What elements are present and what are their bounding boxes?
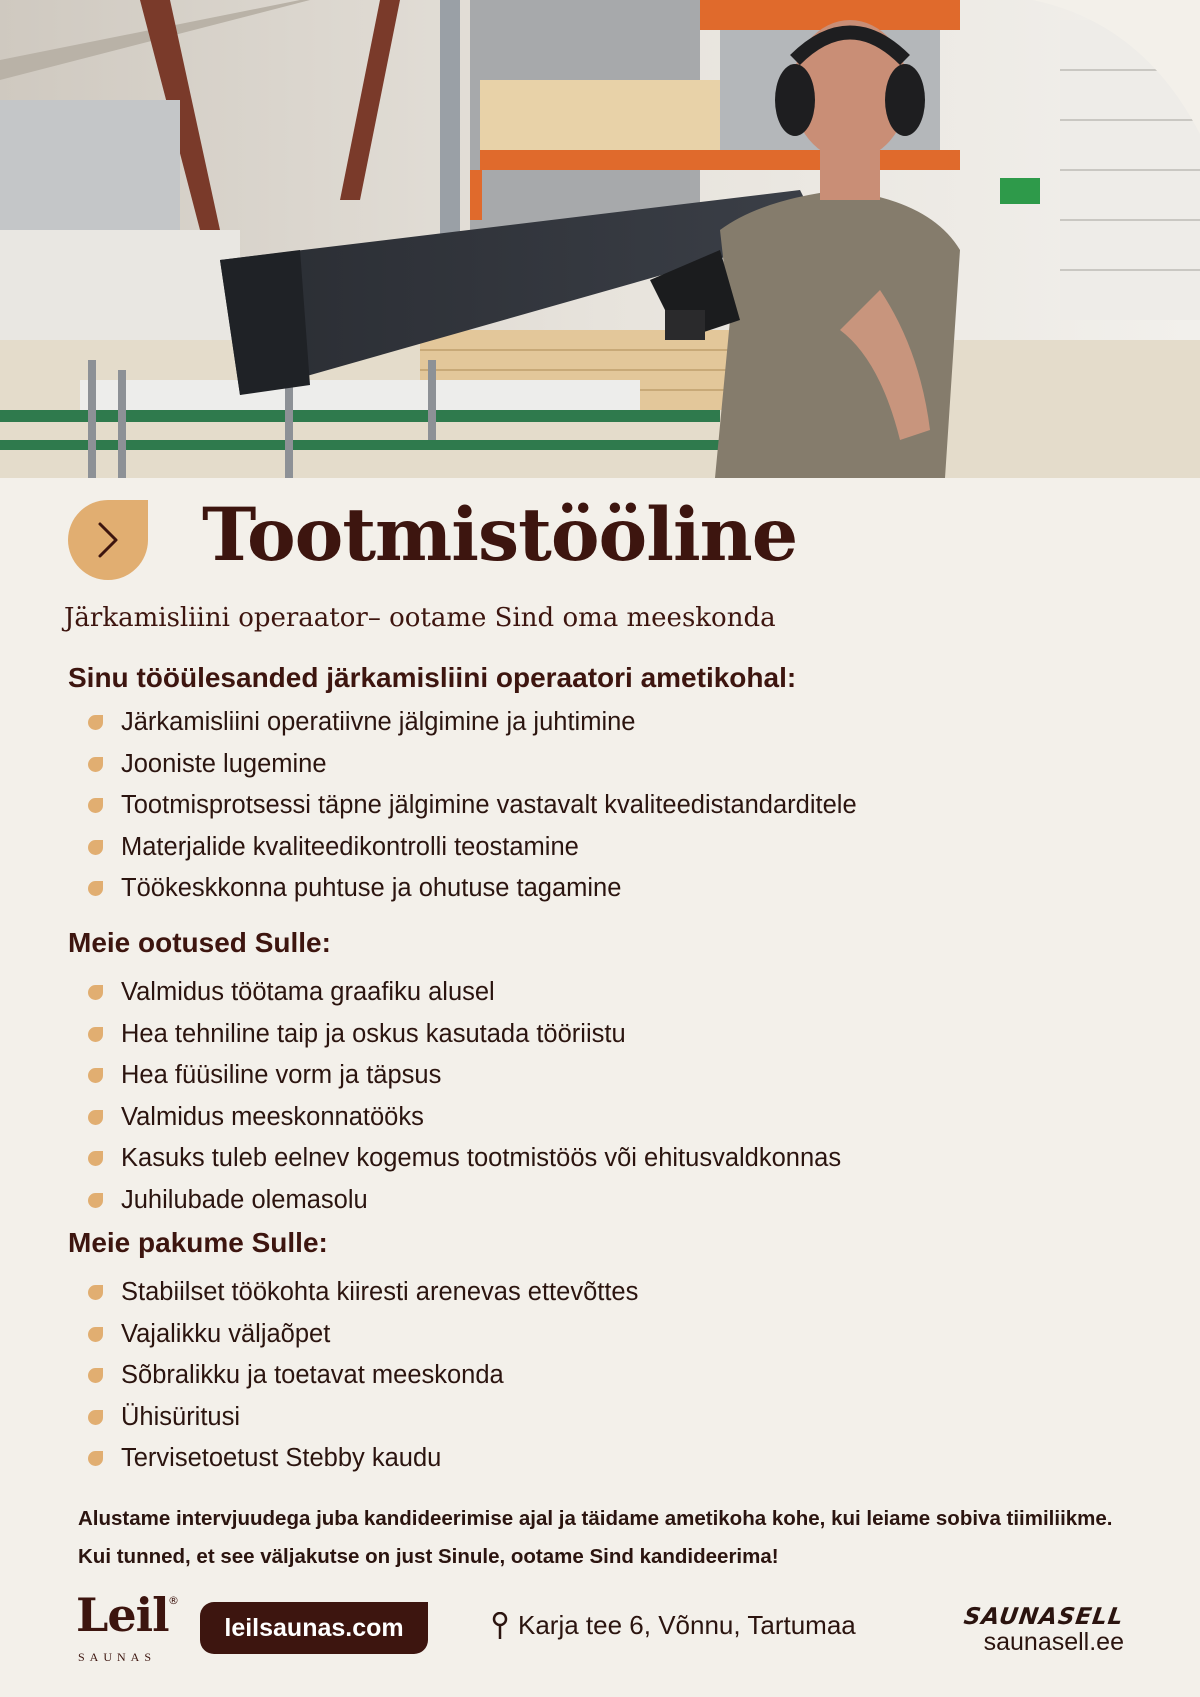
list-item: Kasuks tuleb eelnev kogemus tootmistöös või ehitusvaldkonnas: [88, 1138, 841, 1180]
bullet-leaf-icon: [88, 1327, 103, 1342]
list-item: Tootmisprotsessi täpne jälgimine vastavalt kvaliteedistandarditele: [88, 785, 857, 827]
section-heading-expectations: Meie ootused Sulle:: [68, 927, 331, 958]
list-item: Materjalide kvaliteedikontrolli teostamine: [88, 827, 857, 869]
list-item: Hea füüsiline vorm ja täpsus: [88, 1055, 841, 1097]
decorative-corner-curve: [962, 0, 1200, 138]
leilsaunas-website-button[interactable]: leilsaunas.com: [200, 1602, 428, 1654]
bullet-leaf-icon: [88, 1410, 103, 1425]
list-item: Hea tehniline taip ja oskus kasutada tööriistu: [88, 1014, 841, 1056]
bullet-leaf-icon: [88, 1368, 103, 1383]
bullet-leaf-icon: [88, 1451, 103, 1466]
leil-saunas-logo: Leil ® SAUNAS: [76, 1588, 179, 1664]
bullet-leaf-icon: [88, 1110, 103, 1125]
chevron-right-icon: [68, 500, 148, 580]
bullet-leaf-icon: [88, 840, 103, 855]
bullet-leaf-icon: [88, 881, 103, 896]
list-item: Valmidus töötama graafiku alusel: [88, 972, 841, 1014]
list-item: Tervisetoetust Stebby kaudu: [88, 1438, 638, 1480]
section-heading-offers: Meie pakume Sulle:: [68, 1227, 328, 1258]
saunasell-brand: [964, 1604, 1124, 1657]
address-text: Karja tee 6, Võnnu, Tartumaa: [518, 1610, 856, 1640]
bullet-leaf-icon: [88, 1068, 103, 1083]
saunasell-website-link[interactable]: saunasell.ee: [983, 1628, 1124, 1656]
address: [492, 1610, 856, 1641]
title-row: [68, 492, 1168, 588]
tasks-list: [88, 702, 857, 910]
list-item: Vajalikku väljaõpet: [88, 1314, 638, 1356]
call-to-action: [78, 1500, 1113, 1576]
list-item: Ühisüritusi: [88, 1397, 638, 1439]
list-item: Jooniste lugemine: [88, 744, 857, 786]
location-pin-icon: [492, 1612, 508, 1640]
bullet-leaf-icon: [88, 757, 103, 772]
saunasell-logo: SAUNASELL: [962, 1604, 1126, 1630]
section-heading-tasks: Sinu tööülesanded järkamisliini operaatori ametikohal:: [68, 662, 797, 693]
list-item: Sõbralikku ja toetavat meeskonda: [88, 1355, 638, 1397]
bullet-leaf-icon: [88, 1151, 103, 1166]
list-item: Järkamisliini operatiivne jälgimine ja juhtimine: [88, 702, 857, 744]
hero-photo: [0, 0, 1200, 478]
expectations-list: [88, 972, 841, 1221]
offers-list: [88, 1272, 638, 1480]
bullet-leaf-icon: [88, 798, 103, 813]
page-title: Tootmistööline: [202, 492, 798, 578]
bullet-leaf-icon: [88, 1193, 103, 1208]
list-item: Stabiilset töökohta kiiresti arenevas ettevõttes: [88, 1272, 638, 1314]
cta-line-2: Kui tunned, et see väljakutse on just Sinule, ootame Sind kandideerima!: [78, 1545, 779, 1568]
cta-line-1: Alustame intervjuudega juba kandideerimise ajal ja täidame ametikoha kohe, kui leiame sobiva tiimiliikme.: [78, 1507, 1113, 1530]
list-item: Töökeskkonna puhtuse ja ohutuse tagamine: [88, 868, 857, 910]
bullet-leaf-icon: [88, 715, 103, 730]
list-item: Valmidus meeskonnatööks: [88, 1097, 841, 1139]
footer: [0, 1590, 1200, 1670]
bullet-leaf-icon: [88, 1027, 103, 1042]
page-subtitle: Järkamisliini operaator– ootame Sind oma meeskonda: [64, 603, 776, 633]
list-item: Juhilubade olemasolu: [88, 1180, 841, 1222]
bullet-leaf-icon: [88, 985, 103, 1000]
bullet-leaf-icon: [88, 1285, 103, 1300]
